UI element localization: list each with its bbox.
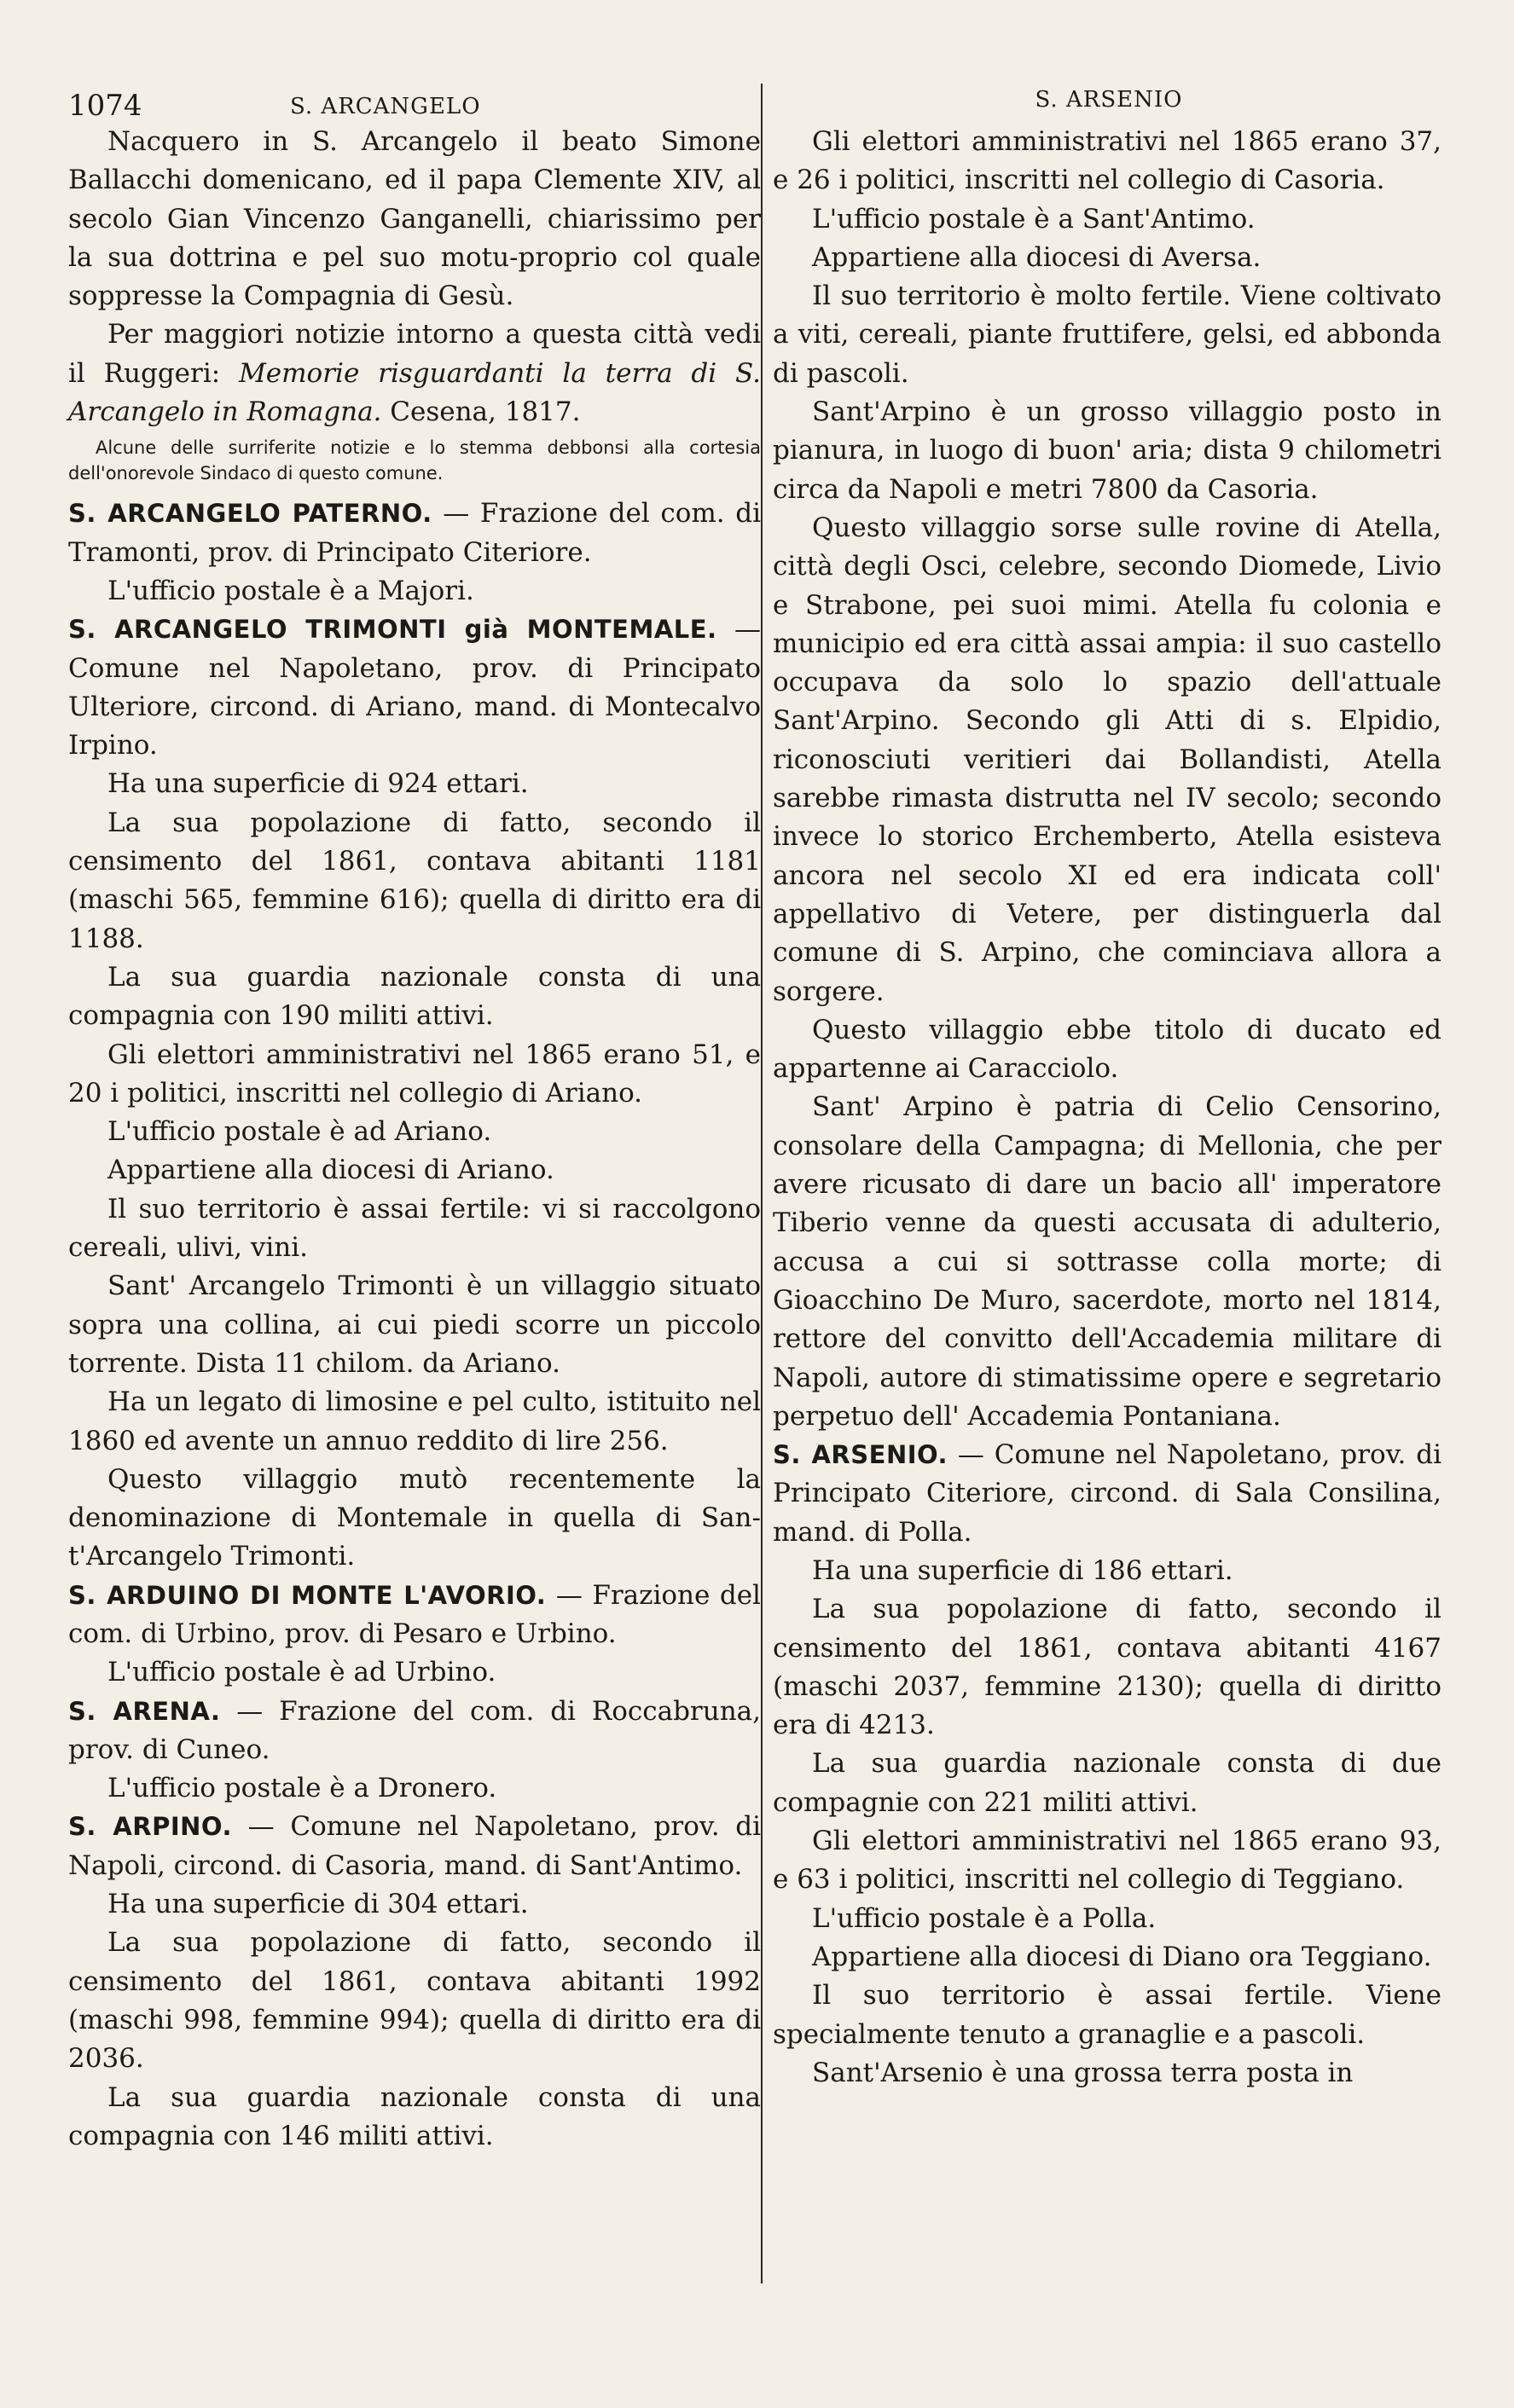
entry	[773, 1436, 1441, 1552]
book-title: Memorie risguardanti la terra di S. Arcangelo in Romagna.	[68, 357, 762, 428]
right-running-title: S. ARSENIO	[1035, 87, 1183, 113]
entry-heading: S. ARCANGELO TRIMONTI già MONTEMALE.	[68, 615, 717, 645]
paragraph: Ha una superficie di 924 ettari.	[107, 768, 529, 800]
entry-heading: S. ARDUINO DI MONTE L'AVORIO.	[68, 1580, 547, 1610]
paragraph: Sant' Arpino è patria di Celio Censorino, consolare della Campagna; di Mellonia, che per avere ricusato di dare un bacio all' imperatore Tiberio venne da questi accusata di adulterio, accusa a cui si sottrasse colla morte; di Gioacchino De Muro, sacerdote, morto nel 1814, rettore del convitto dell'Accademia militare di Napoli, autore di stimatissime opere e segretario perpetuo dell' Accademia Pontaniana.	[773, 1091, 1441, 1432]
paragraph: Gli elettori amministrativi nel 1865 erano 37, e 26 i politici, inscritti nel collegio di Casoria.	[773, 126, 1441, 196]
paragraph: Questo villaggio sorse sulle rovine di Atella, città degli Osci, celebre, secondo Diomede, Livio e Strabone, pei suoi mimi. Atella fu colonia e municipio ed era città assai ampia: il suo castello occupava da solo lo spazio dell'attuale Sant'Arpino. Secondo gli Atti di s. Elpidio, riconosciuti veritieri dai Bollandisti, Atella sarebbe rimasta distrutta nel IV secolo; secondo invece lo storico Erchemberto, Atella esisteva ancora nel secolo XI ed era indicata coll' appellativo di Vetere, per distinguerla dal comune di S. Arpino, che cominciava allora a sorgere.	[773, 512, 1441, 1007]
paragraph: La sua guardia nazionale consta di una compagnia con 146 militi attivi.	[68, 2081, 761, 2151]
paragraph: L'ufficio postale è a Sant'Antimo.	[812, 203, 1256, 234]
entry-heading: S. ARCANGELO PATERNO.	[68, 499, 432, 529]
paragraph: La sua popolazione di fatto, secondo il censimento del 1861, contava abitanti 1181 (maschi 565, femmine 616); quella di diritto era di 1188.	[68, 807, 761, 954]
right-page-header	[772, 89, 1446, 126]
paragraph: L'ufficio postale è ad Urbino.	[107, 1657, 496, 1688]
paragraph-text: Cesena, 1817.	[390, 397, 581, 428]
paragraph: L'ufficio postale è a Polla.	[812, 1902, 1157, 1934]
left-running-title: S. ARCANGELO	[290, 94, 481, 119]
footnote-text: Alcune delle surriferite notizie e lo stemma debbonsi alla cortesia dell'onorevole Sindaco di questo comune.	[68, 437, 761, 484]
paragraph: Sant' Arcangelo Trimonti è un villaggio situato sopra una collina, ai cui piedi scorre un piccolo torrente. Dista 11 chilom. da Ariano.	[68, 1271, 761, 1379]
paragraph: Il suo territorio è molto fertile. Viene coltivato a viti, cereali, piante fruttifere, gelsi, ed abbonda di pascoli.	[773, 281, 1441, 389]
entry	[68, 1693, 761, 1770]
paragraph: Ha una superficie di 186 ettari.	[812, 1554, 1233, 1586]
paragraph: Sant'Arsenio è una grossa terra posta in	[812, 2057, 1354, 2088]
left-page-header	[68, 89, 759, 126]
paragraph: Questo villaggio mutò recentemente la denominazione di Montemale in quella di San-t'Arcangelo Trimonti.	[68, 1463, 761, 1572]
paragraph: Gli elettori amministrativi nel 1865 erano 51, e 20 i politici, inscritti nel collegio di Ariano.	[68, 1039, 761, 1108]
paragraph	[68, 315, 761, 431]
page-number: 1074	[68, 89, 142, 123]
entry-heading: S. ARSENIO.	[773, 1440, 948, 1470]
paragraph: Ha un legato di limosine e pel culto, istituito nel 1860 ed avente un annuo reddito di lire 256.	[68, 1386, 761, 1456]
entry-heading: S. ARENA.	[68, 1696, 221, 1726]
paragraph: La sua popolazione di fatto, secondo il censimento del 1861, contava abitanti 4167 (maschi 2037, femmine 2130); quella di diritto era di 4213.	[773, 1594, 1441, 1741]
paragraph: Il suo territorio è assai fertile. Viene specialmente tenuto a granaglie e a pascoli.	[773, 1980, 1441, 2050]
paragraph: Il suo territorio è assai fertile: vi si raccolgono cereali, ulivi, vini.	[68, 1193, 761, 1264]
footnote	[68, 431, 761, 495]
paragraph: L'ufficio postale è a Majori.	[107, 575, 474, 606]
paragraph: Appartiene alla diocesi di Diano ora Teggiano.	[812, 1941, 1432, 1972]
entry	[68, 1808, 761, 1885]
paragraph-text: Per maggiori notizie intorno a questa città vedi il Ruggeri:	[68, 319, 761, 389]
paragraph: Gli elettori amministrativi nel 1865 erano 93, e 63 i politici, inscritti nel collegio di Teggiano.	[773, 1826, 1441, 1896]
entry-heading: S. ARPINO.	[68, 1812, 232, 1842]
left-column	[68, 123, 761, 2156]
paragraph: L'ufficio postale è ad Ariano.	[107, 1116, 492, 1148]
entry-text: — Comune nel Napoletano, prov. di Napoli, circond. di Casoria, mand. di Sant'Antimo.	[68, 1811, 762, 1881]
entry-text: — Frazione del com. di Roccabruna, prov. di Cuneo.	[68, 1695, 761, 1765]
paragraph: L'ufficio postale è a Dronero.	[107, 1773, 497, 1804]
right-column	[773, 123, 1441, 2093]
entry	[68, 611, 761, 765]
entry-text: — Comune nel Napoletano, prov. di Principato Citeriore, circond. di Sala Consilina, mand. di Polla.	[773, 1439, 1442, 1548]
paragraph: Sant'Arpino è un grosso villaggio posto in pianura, in luogo di buon' aria; dista 9 chilometri circa da Napoli e metri 7800 da Casoria.	[773, 397, 1441, 505]
entry	[68, 1577, 761, 1654]
paragraph: La sua popolazione di fatto, secondo il censimento del 1861, contava abitanti 1992 (maschi 998, femmine 994); quella di diritto era di 2036.	[68, 1927, 761, 2075]
entry-text: — Frazione del com. di Urbino, prov. di Pesaro e Urbino.	[68, 1579, 761, 1649]
entry-text: — Frazione del com. di Tramonti, prov. di Principato Citeriore.	[68, 498, 761, 568]
paragraph: Appartiene alla diocesi di Ariano.	[107, 1155, 554, 1186]
paragraph: La sua guardia nazionale consta di una compagnia con 190 militi attivi.	[68, 961, 761, 1032]
entry-text: — Comune nel Napoletano, prov. di Principato Ulteriore, circond. di Ariano, mand. di Montecalvo Irpino.	[68, 614, 762, 761]
paragraph: Ha una superficie di 304 ettari.	[107, 1889, 529, 1920]
column-divider	[761, 84, 763, 2284]
paragraph: Questo villaggio ebbe titolo di ducato ed appartenne ai Caracciolo.	[773, 1014, 1441, 1085]
paragraph: Nacquero in S. Arcangelo il beato Simone Ballacchi domenicano, ed il papa Clemente XIV, al secolo Gian Vincenzo Ganganelli, chiarissimo per la sua dottrina e pel suo motu-proprio col quale soppresse la Compagnia di Gesù.	[68, 126, 761, 312]
entry	[68, 495, 761, 572]
paragraph: La sua guardia nazionale consta di due compagnie con 221 militi attivi.	[773, 1748, 1441, 1818]
paragraph: Appartiene alla diocesi di Aversa.	[812, 241, 1262, 273]
